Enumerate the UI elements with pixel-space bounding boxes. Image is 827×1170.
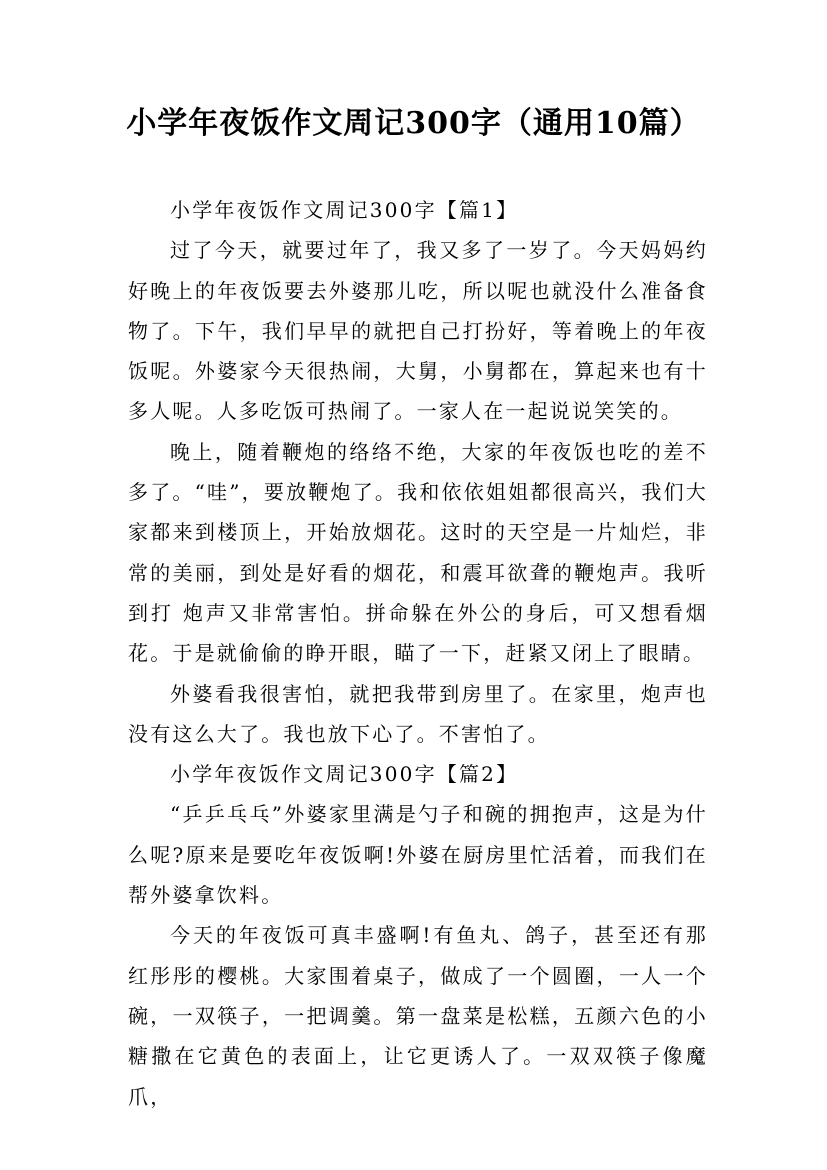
paragraph: 过了今天，就要过年了，我又多了一岁了。今天妈妈约好晚上的年夜饭要去外婆那儿吃，所以呢也就没什么准备食物了。下午，我们早早的就把自己打扮好，等着晚上的年夜饭呢。外婆家今天很热闹，大舅，小舅都在，算起来也有十多人呢。人多吃饭可热闹了。一家人在一起说说笑笑的。 <box>128 238 708 424</box>
section-heading: 小学年夜饭作文周记300字【篇1】 <box>170 198 519 222</box>
document-title: 小学年夜饭作文周记300字（通用10篇） <box>126 106 701 141</box>
paragraph: 晚上，随着鞭炮的络络不绝，大家的年夜饭也吃的差不多了。“哇”，要放鞭炮了。我和依依姐姐都很高兴，我们大家都来到楼顶上，开始放烟花。这时的天空是一片灿烂，非常的美丽，到处是好看的烟花，和震耳欲聋的鞭炮声。我听到打 炮声又非常害怕。拼命躲在外公的身后，可又想看烟花。于是就偷偷的睁开眼，瞄了一下，赶紧又闭上了眼睛。 <box>128 439 708 666</box>
paragraph: 今天的年夜饭可真丰盛啊!有鱼丸、鸽子，甚至还有那红彤彤的樱桃。大家围着桌子，做成了一个圆圈，一人一个碗，一双筷子，一把调羹。第一盘菜是松糕，五颜六色的小糖撒在它黄色的表面上，让它更诱人了。一双双筷子像魔爪， <box>128 923 708 1109</box>
section-heading: 小学年夜饭作文周记300字【篇2】 <box>170 762 519 787</box>
document-body <box>128 190 708 1117</box>
paragraph: 外婆看我很害怕，就把我带到房里了。在家里，炮声也没有这么大了。我也放下心了。不害怕了。 <box>128 681 708 746</box>
paragraph: “乒乒乓乓”外婆家里满是勺子和碗的拥抱声，这是为什么呢?原来是要吃年夜饭啊!外婆在厨房里忙活着，而我们在帮外婆拿饮料。 <box>128 802 708 908</box>
